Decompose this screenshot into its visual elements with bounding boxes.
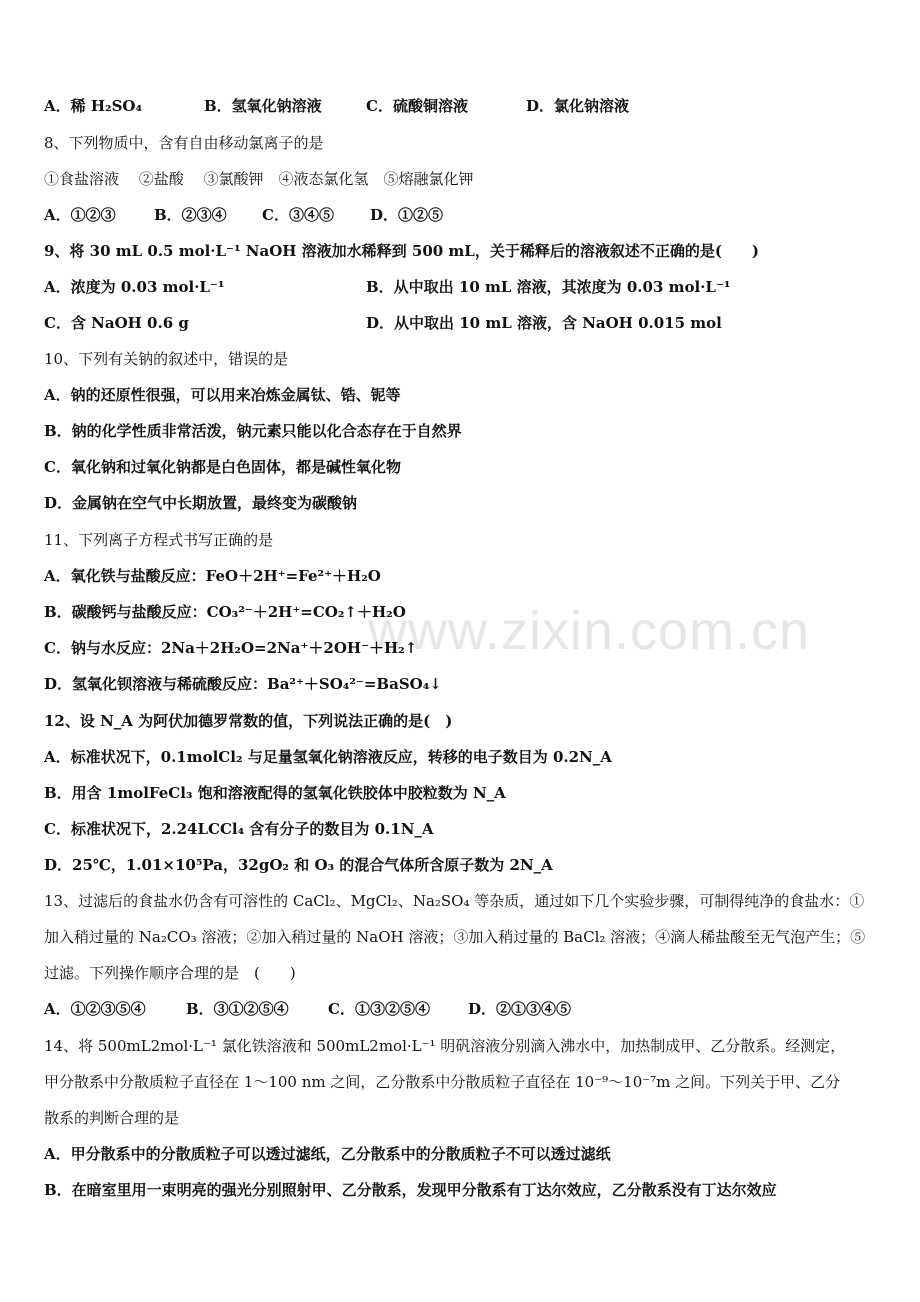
q11-option-d: D．氢氧化钡溶液与稀硫酸反应：Ba²⁺＋SO₄²⁻=BaSO₄↓: [44, 675, 442, 693]
q7-option-a: A．稀 H₂SO₄: [44, 97, 143, 115]
q13-options: [44, 999, 572, 1019]
q11-stem: 11、下列离子方程式书写正确的是: [44, 531, 274, 549]
q13-option-d: D．②①③④⑤: [468, 1000, 572, 1018]
q12-option-c: C．标准状况下，2.24LCCl₄ 含有分子的数目为 0.1N_A: [44, 820, 434, 838]
q9-option-a: A．浓度为 0.03 mol·L⁻¹: [44, 278, 225, 296]
q8-option-d: D．①②⑤: [370, 206, 444, 224]
q10-option-b: B．钠的化学性质非常活泼，钠元素只能以化合态存在于自然界: [44, 422, 462, 440]
q13-option-c: C．①③②⑤④: [328, 1000, 430, 1018]
q13-stem-line2: 加入稍过量的 Na₂CO₃ 溶液；②加入稍过量的 NaOH 溶液；③加入稍过量的 BaCl₂ 溶液；④滴人稀盐酸至无气泡产生；⑤: [44, 928, 866, 946]
q9-option-d: D．从中取出 10 mL 溶液，含 NaOH 0.015 mol: [366, 314, 722, 332]
q10-option-d: D．金属钠在空气中长期放置，最终变为碳酸钠: [44, 494, 358, 512]
q7-option-b: B．氢氧化钠溶液: [204, 97, 322, 115]
q11-option-b: B．碳酸钙与盐酸反应：CO₃²⁻＋2H⁺=CO₂↑＋H₂O: [44, 603, 406, 621]
q7-option-c: C．硫酸铜溶液: [366, 97, 468, 115]
q14-stem-line2: 甲分散系中分散质粒子直径在 1～100 nm 之间，乙分散系中分散质粒子直径在 10⁻⁹～10⁻⁷m 之间。下列关于甲、乙分: [44, 1073, 841, 1091]
q12-stem: 12、设 N_A 为阿伏加德罗常数的值，下列说法正确的是( ): [44, 712, 453, 730]
q12-option-b: B．用含 1molFeCl₃ 饱和溶液配得的氢氧化铁胶体中胶粒数为 N_A: [44, 784, 506, 802]
q10-option-c: C．氧化钠和过氧化钠都是白色固体，都是碱性氧化物: [44, 458, 401, 476]
q8-items: ①食盐溶液 ②盐酸 ③氯酸钾 ④液态氯化氢 ⑤熔融氯化钾: [44, 170, 474, 188]
q9-option-b: B．从中取出 10 mL 溶液，其浓度为 0.03 mol·L⁻¹: [366, 278, 731, 296]
q8-options: [44, 205, 444, 225]
q9-option-c: C．含 NaOH 0.6 g: [44, 314, 189, 332]
q7-option-d: D．氯化钠溶液: [526, 97, 630, 115]
q14-stem-line1: 14、将 500mL2mol·L⁻¹ 氯化铁溶液和 500mL2mol·L⁻¹ 明矾溶液分别滴入沸水中，加热制成甲、乙分散系。经测定，: [44, 1037, 846, 1055]
q8-stem: 8、下列物质中，含有自由移动氯离子的是: [44, 134, 324, 152]
q13-stem-line3: 过滤。下列操作顺序合理的是 ( ): [44, 964, 296, 982]
q14-stem-line3: 散系的判断合理的是: [44, 1109, 180, 1127]
q9-row2: [44, 313, 722, 333]
q14-option-b: B．在暗室里用一束明亮的强光分别照射甲、乙分散系，发现甲分散系有丁达尔效应，乙分散系没有丁达尔效应: [44, 1181, 777, 1199]
q13-stem-line1: 13、过滤后的食盐水仍含有可溶性的 CaCl₂、MgCl₂、Na₂SO₄ 等杂质，通过如下几个实验步骤，可制得纯净的食盐水：①: [44, 892, 865, 910]
q7-options: [44, 96, 630, 116]
q11-option-c: C．钠与水反应：2Na＋2H₂O=2Na⁺＋2OH⁻＋H₂↑: [44, 639, 418, 657]
q9-row1: [44, 277, 731, 297]
q10-option-a: A．钠的还原性很强，可以用来冶炼金属钛、锆、铌等: [44, 386, 401, 404]
q13-option-a: A．①②③⑤④: [44, 1000, 146, 1018]
q8-option-a: A．①②③: [44, 206, 116, 224]
q11-option-a: A．氧化铁与盐酸反应：FeO＋2H⁺=Fe²⁺＋H₂O: [44, 567, 381, 585]
q10-stem: 10、下列有关钠的叙述中，错误的是: [44, 350, 289, 368]
q12-option-d: D．25℃，1.01×10⁵Pa，32gO₂ 和 O₃ 的混合气体所含原子数为 2N_A: [44, 856, 553, 874]
q13-option-b: B．③①②⑤④: [186, 1000, 289, 1018]
q9-stem: 9、将 30 mL 0.5 mol·L⁻¹ NaOH 溶液加水稀释到 500 mL，关于稀释后的溶液叙述不正确的是( ): [44, 242, 760, 260]
q8-option-c: C．③④⑤: [262, 206, 334, 224]
q8-option-b: B．②③④: [154, 206, 227, 224]
q12-option-a: A．标准状况下，0.1molCl₂ 与足量氢氧化钠溶液反应，转移的电子数目为 0.2N_A: [44, 748, 612, 766]
watermark: www.zixin.com.cn: [368, 601, 811, 661]
q14-option-a: A．甲分散系中的分散质粒子可以透过滤纸，乙分散系中的分散质粒子不可以透过滤纸: [44, 1145, 611, 1163]
